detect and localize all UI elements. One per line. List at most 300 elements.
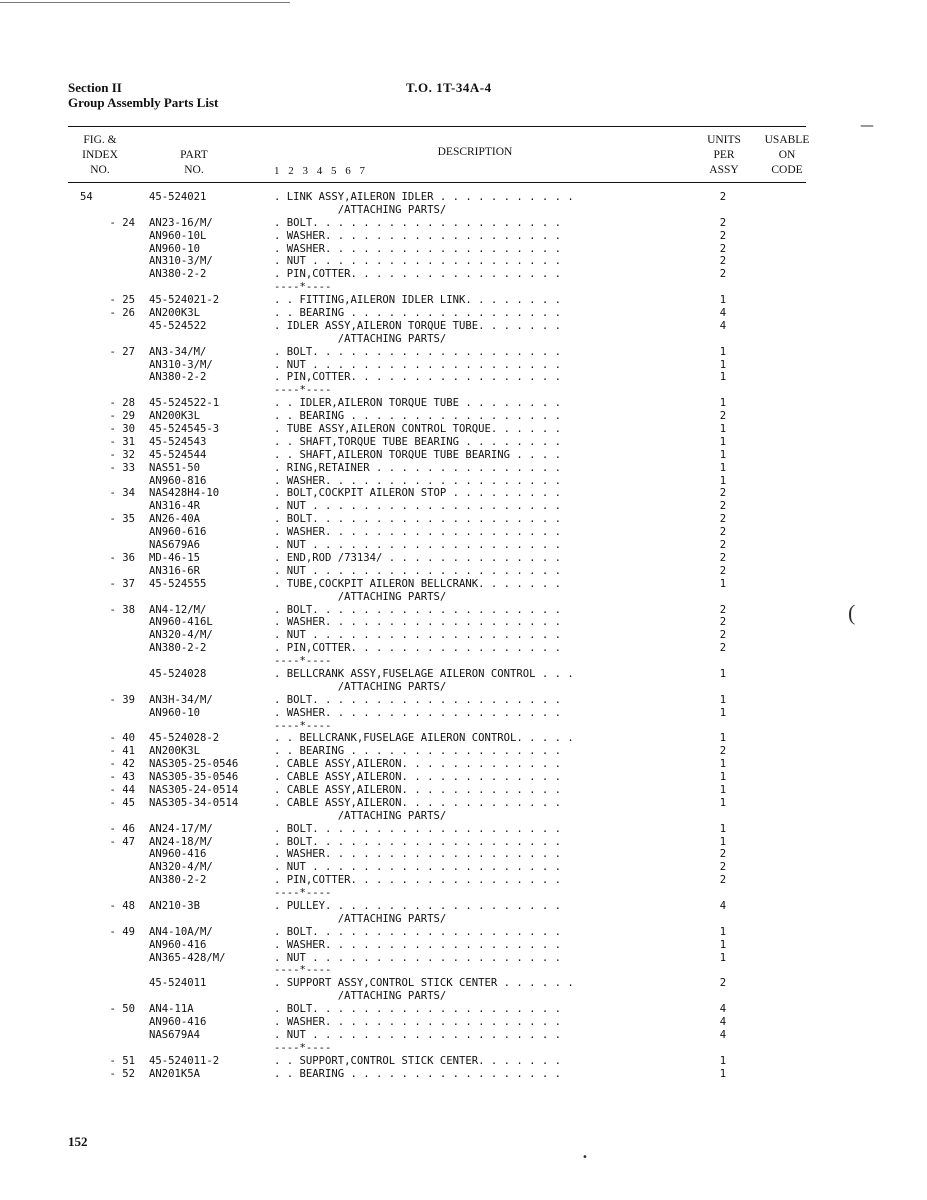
units-per-assy: 1 [719,783,727,796]
description: . BOLT. . . . . . . . . . . . . . . . . . . . [274,603,562,616]
part-no: AN200K3L [149,307,201,320]
description: . LINK ASSY,AILERON IDLER . . . . . . . . . . . [274,191,574,203]
description: . WASHER. . . . . . . . . . . . . . . . . . . [274,848,562,861]
table-row [0,732,927,745]
units-per-assy: 2 [719,242,727,255]
description: . . SUPPORT,CONTROL STICK CENTER. . . . . . . [274,1054,562,1067]
units-per-assy: 2 [719,977,727,990]
index-no: - 35 [109,513,135,526]
units-per-assy: 1 [719,706,727,719]
table-row [0,500,927,513]
table-row [0,359,927,372]
units-per-assy: 4 [719,307,727,320]
table-row [0,1042,927,1055]
units-per-assy: 2 [719,191,727,203]
units-per-assy: 4 [719,899,727,912]
index-no: - 51 [109,1054,135,1067]
description: . NUT . . . . . . . . . . . . . . . . . . . . [274,951,562,964]
table-row [0,926,927,939]
part-no: 45-524543 [149,435,207,448]
table-row [0,861,927,874]
part-no: NAS305-24-0514 [149,783,239,796]
part-no: AN380-2-2 [149,642,207,655]
index-no: - 31 [109,435,135,448]
part-no: AN201K5A [149,1067,201,1080]
part-no: MD-46-15 [149,551,201,564]
description: . CABLE ASSY,AILERON. . . . . . . . . . . . . [274,771,562,784]
part-no: AN320-4/M/ [149,629,213,642]
units-per-assy: 2 [719,229,727,242]
col-fig-line1: FIG. & [83,134,117,146]
table-row [0,243,927,256]
description: . . BEARING . . . . . . . . . . . . . . . . . [274,410,562,423]
part-no: AN200K3L [149,745,201,758]
scan-mark: • [582,1152,588,1163]
index-no: - 24 [109,216,135,229]
part-no: 45-524545-3 [149,423,220,436]
col-units-line1: UNITS [707,134,741,146]
units-per-assy: 2 [719,255,727,268]
description: ----*---- [274,281,332,294]
table-row [0,410,927,423]
col-part-line2: NO. [184,164,204,176]
table-row [0,771,927,784]
table-row [0,797,927,810]
table-row [0,810,927,823]
part-no: 45-524522-1 [149,397,220,410]
index-no: - 48 [109,899,135,912]
index-no: - 49 [109,925,135,938]
table-row [0,1003,927,1016]
description: . NUT . . . . . . . . . . . . . . . . . . . . [274,1028,562,1041]
description: . NUT . . . . . . . . . . . . . . . . . . . . [274,861,562,874]
part-no: AN316-4R [149,500,201,513]
description: . . FITTING,AILERON IDLER LINK. . . . . . . . [274,294,562,307]
units-per-assy: 1 [719,938,727,951]
units-per-assy: 2 [719,539,727,552]
part-no: NAS305-34-0514 [149,796,239,809]
units-per-assy: 1 [719,294,727,307]
index-no: - 42 [109,758,135,771]
index-no: - 41 [109,745,135,758]
units-per-assy: 1 [719,397,727,410]
col-description: DESCRIPTION [437,146,513,158]
part-no: AN960-816 [149,474,207,487]
table-row [0,720,927,733]
description: . . SHAFT,TORQUE TUBE BEARING . . . . . . . . [274,435,562,448]
units-per-assy: 2 [719,487,727,500]
description: . NUT . . . . . . . . . . . . . . . . . . . . [274,539,562,552]
index-no: - 27 [109,345,135,358]
part-no: AN380-2-2 [149,874,207,887]
part-no: AN960-416 [149,938,207,951]
units-per-assy: 1 [719,358,727,371]
description: . CABLE ASSY,AILERON. . . . . . . . . . . . . [274,796,562,809]
table-row [0,565,927,578]
description: . NUT . . . . . . . . . . . . . . . . . . . . [274,564,562,577]
index-no: - 47 [109,835,135,848]
table-row [0,591,927,604]
part-no: AN4-12/M/ [149,603,207,616]
index-no: - 38 [109,603,135,616]
table-row [0,848,927,861]
col-usable-line2: ON [778,149,796,161]
description: . NUT . . . . . . . . . . . . . . . . . . . . [274,255,562,268]
description: . NUT . . . . . . . . . . . . . . . . . . . . [274,500,562,513]
units-per-assy: 1 [719,925,727,938]
table-row [0,294,927,307]
description: . TUBE,COCKPIT AILERON BELLCRANK. . . . . . . [274,577,562,590]
part-no: AN316-6R [149,564,201,577]
col-units-line3: ASSY [709,164,739,176]
description: . END,ROD /73134/ . . . . . . . . . . . . . . [274,551,562,564]
description: . PULLEY. . . . . . . . . . . . . . . . . . . [274,899,562,912]
part-no: 45-524021 [149,191,207,203]
table-row [0,655,927,668]
part-no: AN960-10 [149,706,201,719]
description: . WASHER. . . . . . . . . . . . . . . . . . . [274,229,562,242]
units-per-assy: 4 [719,1016,727,1028]
description: . WASHER. . . . . . . . . . . . . . . . . . . [274,616,562,629]
units-per-assy: 1 [719,667,727,680]
table-row [0,1016,927,1029]
part-no: 45-524011 [149,977,207,990]
description: . WASHER. . . . . . . . . . . . . . . . . . . [274,938,562,951]
description: . BOLT. . . . . . . . . . . . . . . . . . . . [274,1003,562,1016]
description: . BOLT. . . . . . . . . . . . . . . . . . . . [274,216,562,229]
col-units-per-assy [694,133,754,178]
description: . . IDLER,AILERON TORQUE TUBE . . . . . . . . [274,397,562,410]
table-row [0,642,927,655]
description: ----*---- [274,964,332,977]
table-row [0,578,927,591]
part-no: 45-524522 [149,319,207,332]
description: ----*---- [274,887,332,900]
index-no: - 28 [109,397,135,410]
description: . . SHAFT,AILERON TORQUE TUBE BEARING . . . . [274,448,562,461]
units-per-assy: 2 [719,874,727,887]
table-row [0,707,927,720]
units-per-assy: 1 [719,577,727,590]
description: /ATTACHING PARTS/ [274,912,447,925]
description: . NUT . . . . . . . . . . . . . . . . . . . . [274,629,562,642]
table-row [0,616,927,629]
units-per-assy: 2 [719,564,727,577]
units-per-assy: 1 [719,951,727,964]
units-per-assy: 1 [719,796,727,809]
units-per-assy: 2 [719,745,727,758]
header-bottom-rule [68,182,806,183]
table-row [0,281,927,294]
units-per-assy: 1 [719,435,727,448]
table-row [0,836,927,849]
description: . BOLT. . . . . . . . . . . . . . . . . . . . [274,693,562,706]
units-per-assy: 2 [719,616,727,629]
part-no: AN960-10 [149,242,201,255]
part-no: AN200K3L [149,410,201,423]
part-no: AN26-40A [149,513,201,526]
description: . . BEARING . . . . . . . . . . . . . . . . . [274,1067,562,1080]
col-fig-line2: INDEX [82,149,118,161]
index-no: - 50 [109,1003,135,1016]
description: . WASHER. . . . . . . . . . . . . . . . . . . [274,1016,562,1028]
table-row [0,900,927,913]
index-no: - 29 [109,410,135,423]
part-no: AN23-16/M/ [149,216,213,229]
description: . . BEARING . . . . . . . . . . . . . . . . . [274,307,562,320]
part-no: NAS428H4-10 [149,487,220,500]
description: . BOLT. . . . . . . . . . . . . . . . . . . . [274,513,562,526]
table-row [0,462,927,475]
units-per-assy: 1 [719,461,727,474]
description: ----*---- [274,1041,332,1054]
part-no: AN380-2-2 [149,268,207,281]
units-per-assy: 4 [719,1003,727,1016]
index-no: - 34 [109,487,135,500]
part-no: AN960-616 [149,526,207,539]
index-no: - 26 [109,307,135,320]
units-per-assy: 2 [719,642,727,655]
units-per-assy: 2 [719,603,727,616]
table-row [0,681,927,694]
table-row [0,629,927,642]
part-no: 45-524028 [149,667,207,680]
list-title: Group Assembly Parts List [68,95,219,110]
units-per-assy: 2 [719,410,727,423]
table-row [0,874,927,887]
col-usable-line1: USABLE [764,134,810,146]
description: . CABLE ASSY,AILERON. . . . . . . . . . . . . [274,758,562,771]
table-row [0,449,927,462]
table-row [0,423,927,436]
table-row [0,823,927,836]
table-row [0,397,927,410]
table-row [0,436,927,449]
part-no: AN320-4/M/ [149,861,213,874]
description: /ATTACHING PARTS/ [274,809,447,822]
units-per-assy: 1 [719,448,727,461]
table-row [0,384,927,397]
part-no: AN24-17/M/ [149,822,213,835]
table-row [0,513,927,526]
col-usable-line3: CODE [771,164,803,176]
part-no: NAS679A6 [149,539,201,552]
section-label: Section II [68,80,122,95]
table-row [0,191,927,204]
units-per-assy: 2 [719,848,727,861]
units-per-assy: 2 [719,551,727,564]
part-no: AN365-428/M/ [149,951,226,964]
indent-level-digits: 1 2 3 4 5 6 7 [274,165,368,177]
description: . RING,RETAINER . . . . . . . . . . . . . . . [274,461,562,474]
units-per-assy: 1 [719,732,727,745]
table-row [0,268,927,281]
col-units-line2: PER [713,149,735,161]
part-no: 45-524021-2 [149,294,220,307]
description: . PIN,COTTER. . . . . . . . . . . . . . . . . [274,642,562,655]
index-no: - 52 [109,1067,135,1080]
section-header [68,80,218,110]
description: /ATTACHING PARTS/ [274,680,447,693]
table-row [0,887,927,900]
units-per-assy: 1 [719,474,727,487]
part-no: AN310-3/M/ [149,358,213,371]
part-no: AN24-18/M/ [149,835,213,848]
description: . WASHER. . . . . . . . . . . . . . . . . . . [274,526,562,539]
table-row [0,1029,927,1042]
part-no: NAS679A4 [149,1028,201,1041]
index-no: - 46 [109,822,135,835]
index-no: - 43 [109,771,135,784]
part-no: AN4-11A [149,1003,194,1016]
units-per-assy: 2 [719,526,727,539]
table-row [0,333,927,346]
part-no: NAS51-50 [149,461,201,474]
index-no: - 44 [109,783,135,796]
table-row [0,539,927,552]
table-row [0,346,927,359]
units-per-assy: 1 [719,423,727,436]
col-part-line1: PART [180,149,208,161]
description: . PIN,COTTER. . . . . . . . . . . . . . . . . [274,874,562,887]
part-no: AN310-3/M/ [149,255,213,268]
part-no: AN3-34/M/ [149,345,207,358]
description: . NUT . . . . . . . . . . . . . . . . . . . . [274,358,562,371]
description: /ATTACHING PARTS/ [274,990,447,1003]
units-per-assy: 1 [719,771,727,784]
table-row [0,668,927,681]
part-no: AN960-416 [149,1016,207,1028]
margin-mark: ( [848,600,856,625]
table-row [0,745,927,758]
table-row [0,487,927,500]
part-no: AN960-10L [149,229,207,242]
index-no: - 30 [109,423,135,436]
index-no: - 32 [109,448,135,461]
description: . TUBE ASSY,AILERON CONTROL TORQUE. . . . . . [274,423,562,436]
table-row [0,475,927,488]
table-row [0,952,927,965]
table-row [0,758,927,771]
index-no: - 33 [109,461,135,474]
part-no: AN380-2-2 [149,371,207,384]
table-row [0,964,927,977]
units-per-assy: 2 [719,268,727,281]
description: . . BELLCRANK,FUSELAGE AILERON CONTROL. . . . . [274,732,574,745]
description: /ATTACHING PARTS/ [274,332,447,345]
table-row [0,604,927,617]
description: ----*---- [274,719,332,732]
index-no: - 45 [109,796,135,809]
table-row [0,977,927,990]
table-row [0,255,927,268]
index-no: - 36 [109,551,135,564]
description: . BOLT. . . . . . . . . . . . . . . . . . . . [274,345,562,358]
description: . PIN,COTTER. . . . . . . . . . . . . . . . . [274,268,562,281]
description: . WASHER. . . . . . . . . . . . . . . . . . . [274,474,562,487]
index-no: - 25 [109,294,135,307]
units-per-assy: 1 [719,758,727,771]
index-no: - 37 [109,577,135,590]
col-fig-index [72,133,128,178]
description: . WASHER. . . . . . . . . . . . . . . . . . . [274,706,562,719]
index-no: - 39 [109,693,135,706]
col-part-no [166,148,222,178]
description: . IDLER ASSY,AILERON TORQUE TUBE. . . . . . . [274,319,562,332]
table-row [0,1068,927,1081]
units-per-assy: 4 [719,1028,727,1041]
units-per-assy: 1 [719,345,727,358]
part-no: 45-524028-2 [149,732,220,745]
table-row [0,939,927,952]
description: /ATTACHING PARTS/ [274,590,447,603]
description: . . BEARING . . . . . . . . . . . . . . . . . [274,745,562,758]
units-per-assy: 1 [719,822,727,835]
part-no: 45-524011-2 [149,1054,220,1067]
table-row [0,320,927,333]
top-edge-rule [0,2,290,3]
index-no: - 40 [109,732,135,745]
header-top-rule [68,126,806,127]
table-row [0,307,927,320]
units-per-assy: 1 [719,693,727,706]
description: . PIN,COTTER. . . . . . . . . . . . . . . . . [274,371,562,384]
description: . CABLE ASSY,AILERON. . . . . . . . . . . . . [274,783,562,796]
table-row [0,990,927,1003]
table-row [0,217,927,230]
description: . BOLT,COCKPIT AILERON STOP . . . . . . . . . [274,487,562,500]
table-row [0,1055,927,1068]
units-per-assy: 1 [719,835,727,848]
units-per-assy: 2 [719,216,727,229]
units-per-assy: 2 [719,861,727,874]
margin-mark: — [860,118,874,134]
table-row [0,694,927,707]
part-no: AN960-416L [149,616,213,629]
table-row [0,913,927,926]
index-no: 54 [80,191,93,203]
units-per-assy: 1 [719,371,727,384]
description: . BOLT. . . . . . . . . . . . . . . . . . . . [274,835,562,848]
description: . BOLT. . . . . . . . . . . . . . . . . . . . [274,925,562,938]
table-row [0,552,927,565]
units-per-assy: 2 [719,629,727,642]
part-no: AN960-416 [149,848,207,861]
part-no: NAS305-35-0546 [149,771,239,784]
table-row [0,526,927,539]
description: . WASHER. . . . . . . . . . . . . . . . . . . [274,242,562,255]
part-no: AN3H-34/M/ [149,693,213,706]
part-no: 45-524544 [149,448,207,461]
table-row [0,230,927,243]
table-row [0,784,927,797]
description: /ATTACHING PARTS/ [274,203,447,216]
description: ----*---- [274,655,332,668]
col-usable-on-code [756,133,818,178]
page-number: 152 [68,1134,88,1149]
to-number: T.O. 1T-34A-4 [406,80,492,95]
part-no: NAS305-25-0546 [149,758,239,771]
units-per-assy: 4 [719,319,727,332]
description: ----*---- [274,384,332,397]
part-no: 45-524555 [149,577,207,590]
description: . BELLCRANK ASSY,FUSELAGE AILERON CONTROL . . . [274,667,574,680]
units-per-assy: 1 [719,1054,727,1067]
description: . SUPPORT ASSY,CONTROL STICK CENTER . . . . . . [274,977,574,990]
units-per-assy: 2 [719,513,727,526]
description: . BOLT. . . . . . . . . . . . . . . . . . . . [274,822,562,835]
part-no: AN4-10A/M/ [149,925,213,938]
